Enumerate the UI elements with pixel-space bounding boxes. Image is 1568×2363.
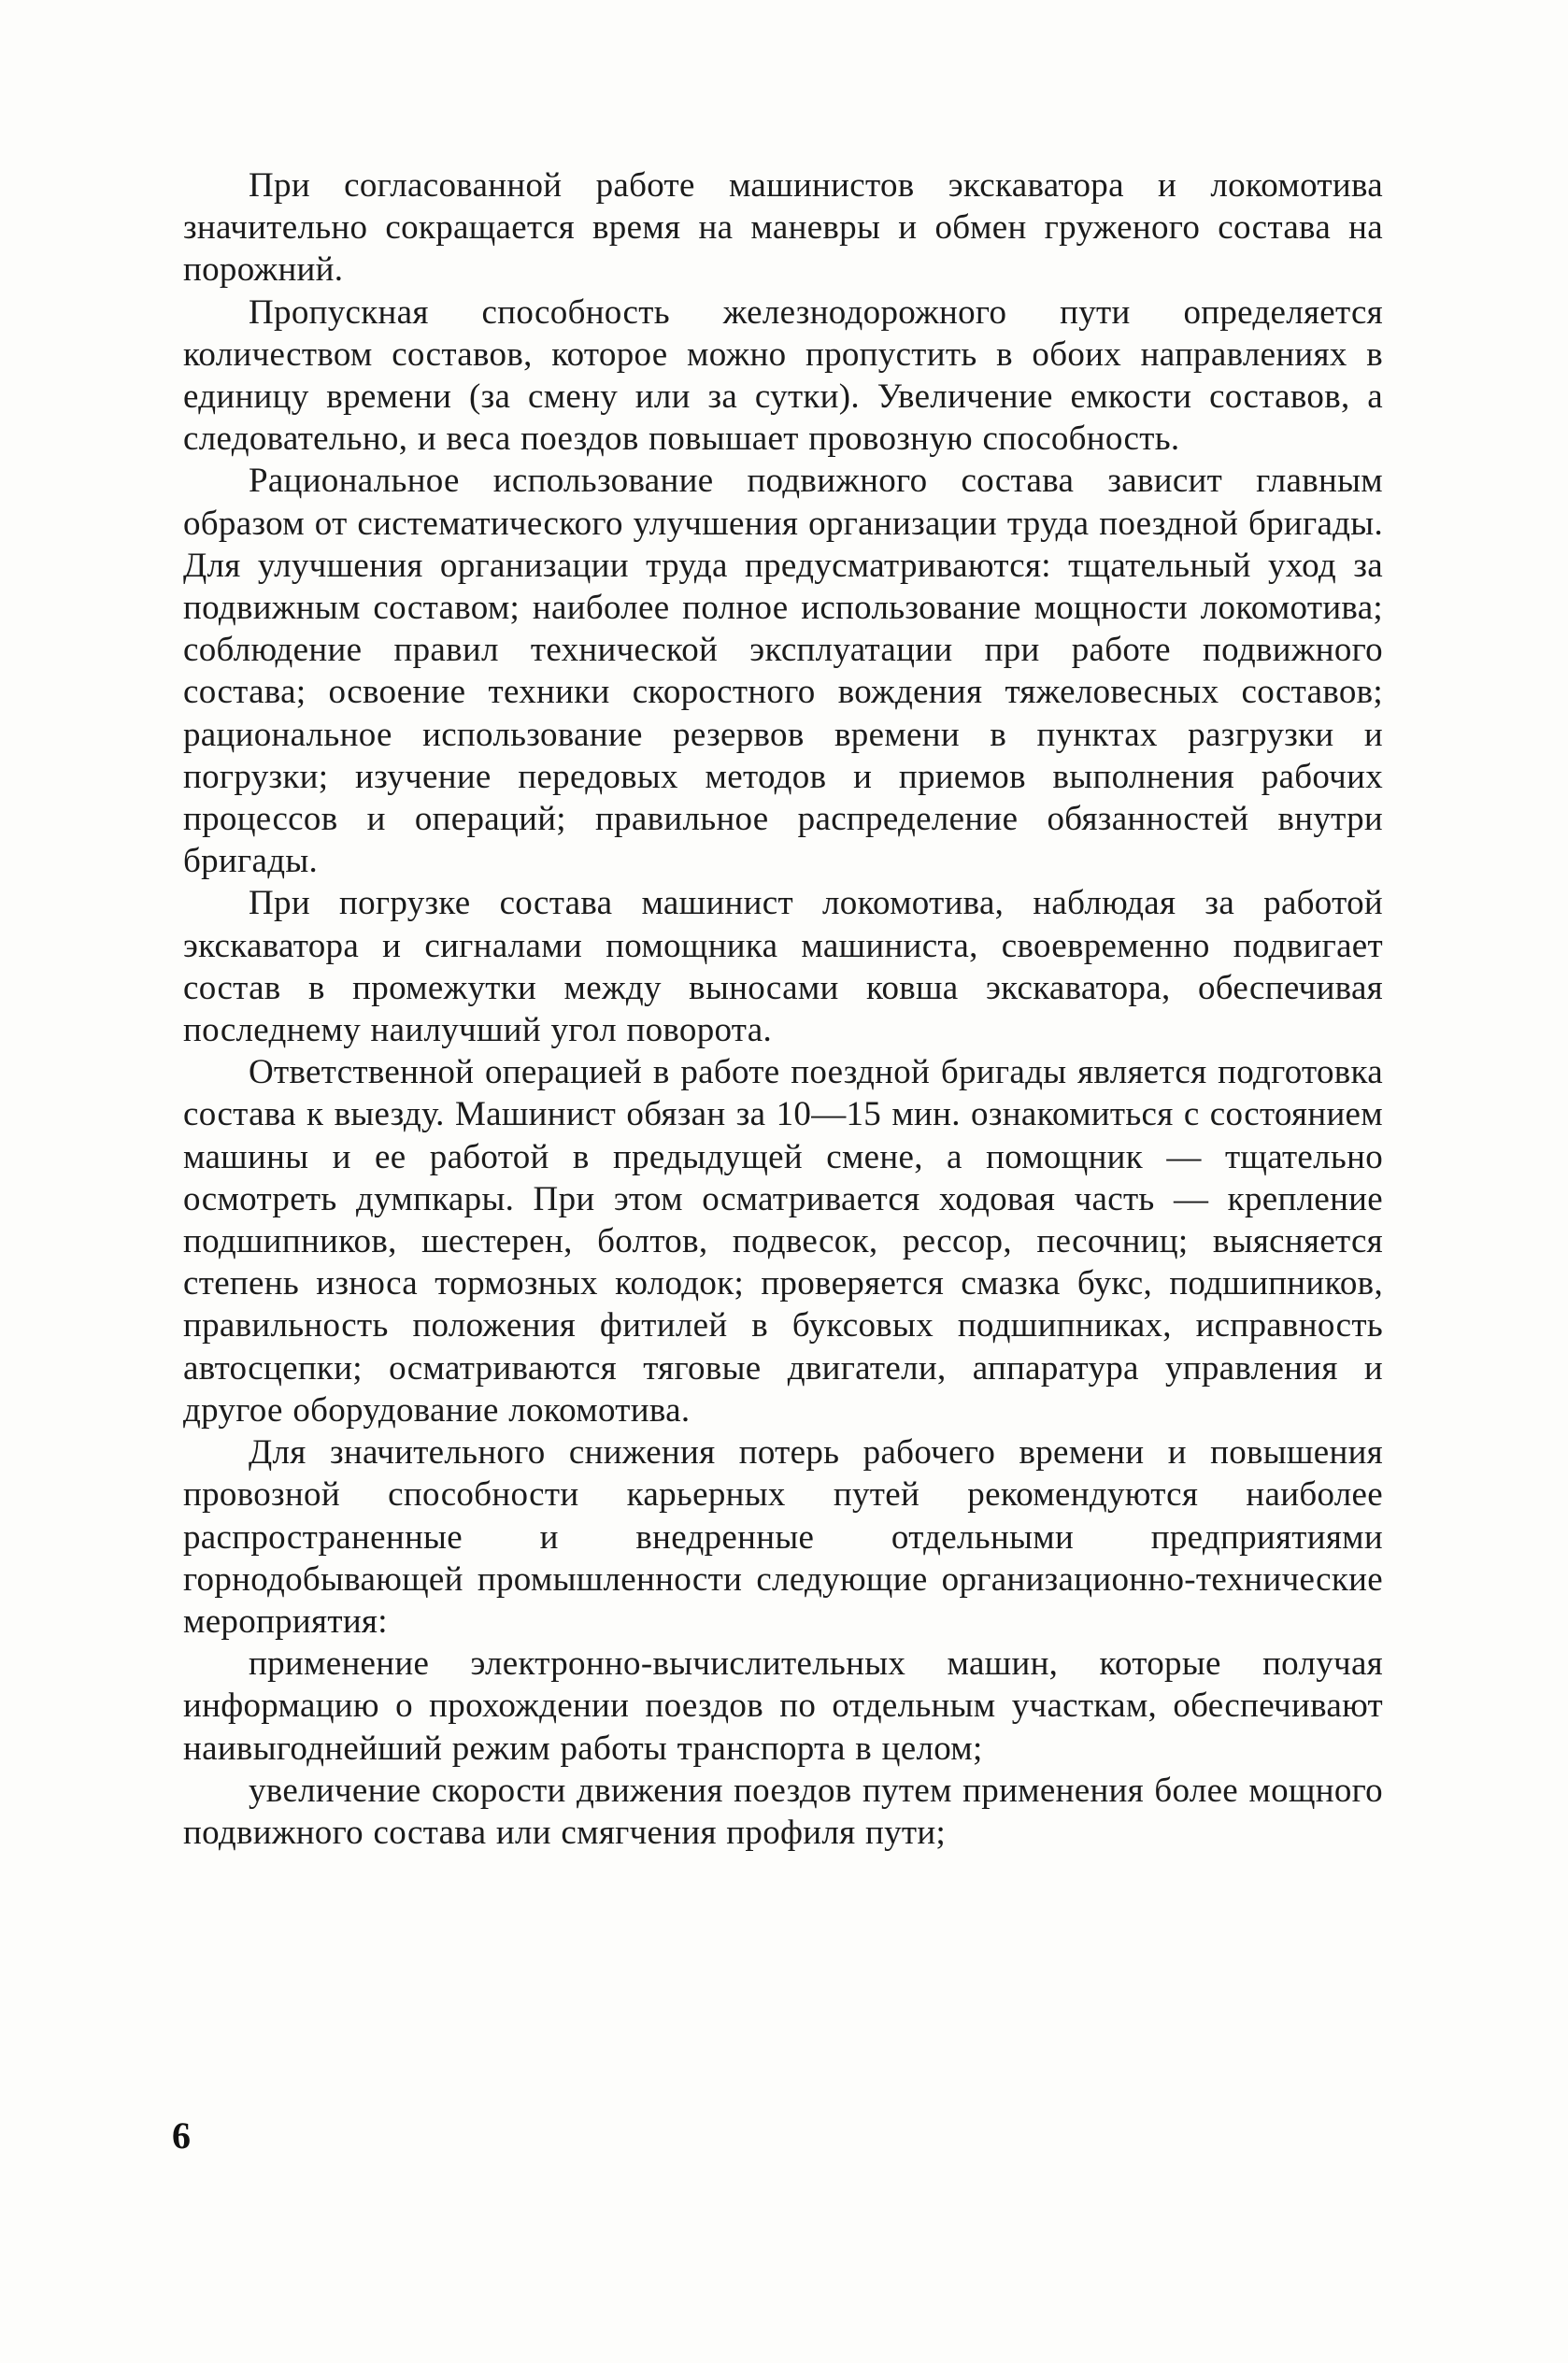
- body-text: [183, 164, 1383, 1854]
- page-number: 6: [172, 2114, 191, 2157]
- paragraph-3: Рациональное использование подвижного состава зависит главным образом от систематического улучшения организации труда поездной бригады. Для улучшения организации труда предусматриваются: тщательный уход за подвижным составом; наиболее полное использование мощности локомотива; соблюдение правил технической эксплуатации при работе подвижного состава; освоение техники скоростного вождения тяжеловесных составов; рациональное использование резервов времени в пунктах разгрузки и погрузки; изучение передовых методов и приемов выполнения рабочих процессов и операций; правильное распределение обязанностей внутри бригады.: [183, 462, 1383, 881]
- paragraph-1: При согласованной работе машинистов экскаватора и локомотива значительно сокращается время на маневры и обмен груженого состава на порожний.: [183, 166, 1383, 290]
- paragraph-4: При погрузке состава машинист локомотива, наблюдая за работой экскаватора и сигналами помощника машиниста, своевременно подвигает состав в промежутки между выносами ковша экскаватора, обеспечивая последнему наилучший угол поворота.: [183, 884, 1383, 1050]
- paragraph-2: Пропускная способность железнодорожного пути определяется количеством составов, которое можно пропустить в обоих направлениях в единицу времени (за смену или за сутки). Увеличение емкости составов, а следовательно, и веса поездов повышает провозную способность.: [183, 292, 1383, 459]
- paragraph-8: увеличение скорости движения поездов путем применения более мощного подвижного состава или смягчения профиля пути;: [183, 1771, 1383, 1852]
- paragraph-7: применение электронно-вычислительных машин, которые получая информацию о прохождении поездов по отдельным участкам, обеспечивают наивыгоднейший режим работы транспорта в целом;: [183, 1644, 1383, 1768]
- paragraph-6: Для значительного снижения потерь рабочего времени и повышения провозной способности карьерных путей рекомендуются наиболее распространенные и внедренные отдельными предприятиями горнодобывающей промышленности следующие организационно-технические мероприятия:: [183, 1433, 1383, 1641]
- paragraph-5: Ответственной операцией в работе поездной бригады является подготовка состава к выезду. Машинист обязан за 10—15 мин. ознакомиться с состоянием машины и ее работой в предыдущей смене, а помощник — тщательно осмотреть думпкары. При этом осматривается ходовая часть — крепление подшипников, шестерен, болтов, подвесок, рессор, песочниц; выясняется степень износа тормозных колодок; проверяется смазка букс, подшипников, правильность положения фитилей в буксовых подшипниках, исправность автосцепки; осматриваются тяговые двигатели, аппаратура управления и другое оборудование локомотива.: [183, 1053, 1383, 1430]
